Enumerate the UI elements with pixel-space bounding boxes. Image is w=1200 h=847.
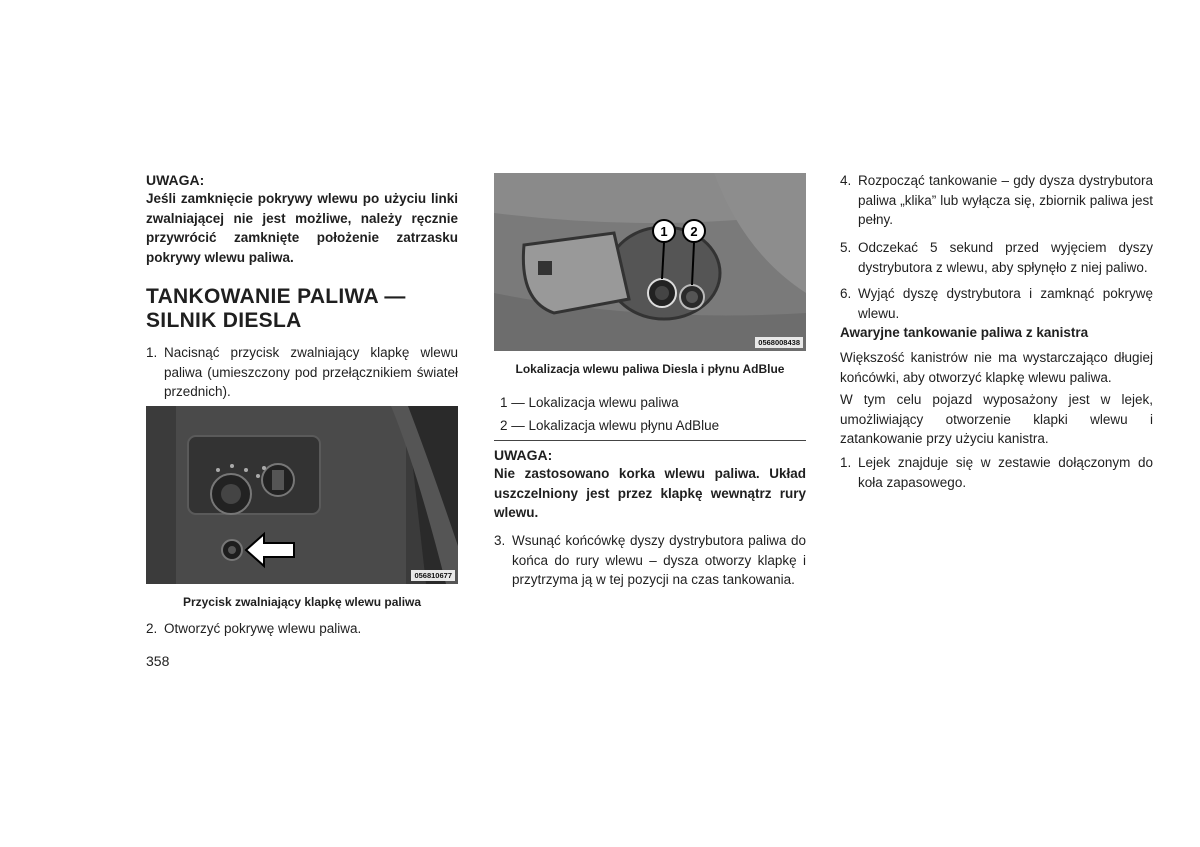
list-item <box>494 531 806 590</box>
figure-code: 056810677 <box>411 570 455 581</box>
list-item-number: 6. <box>840 286 852 301</box>
list-item <box>146 619 458 639</box>
list-item <box>840 453 1153 492</box>
section-heading-line1: TANKOWANIE PALIWA — <box>146 285 406 308</box>
callout-1: 1 <box>660 224 668 239</box>
list-item-number: 2. <box>146 621 158 636</box>
list-item-text: Rozpocząć tankowanie – gdy dysza dystrybutora paliwa „klika” lub wyłącza się, zbiornik paliwa jest pełny. <box>858 173 1153 227</box>
list-item-text: Wsunąć końcówkę dyszy dystrybutora paliwa do końca do rury wlewu – dysza otworzy klapkę i przytrzyma ją w tej pozycji na czas tankowania. <box>512 533 806 587</box>
legend-item-2: 2 — Lokalizacja wlewu płynu AdBlue <box>500 418 720 433</box>
list-item-text: Nacisnąć przycisk zwalniający klapkę wlewu paliwa (umieszczony pod przełącznikiem świateł przednich). <box>164 345 458 399</box>
filler-location-illustration <box>494 173 806 351</box>
note-text: Nie zastosowano korka wlewu paliwa. Układ uszczelniony jest przez klapkę wewnątrz rury wlewu. <box>494 466 806 520</box>
list-item-number: 1. <box>146 345 158 360</box>
section-heading-line2: SILNIK DIESLA <box>146 309 302 332</box>
list-item-text: Otworzyć pokrywę wlewu paliwa. <box>164 621 362 636</box>
list-item-number: 5. <box>840 240 852 255</box>
figure-caption: Lokalizacja wlewu paliwa Diesla i płynu AdBlue <box>515 362 785 376</box>
list-item <box>840 171 1153 230</box>
list-item <box>146 343 458 402</box>
fuel-door-release-illustration <box>146 406 458 584</box>
list-item-text: Wyjąć dyszę dystrybutora i zamknąć pokrywę wlewu. <box>858 286 1153 321</box>
paragraph: Większość kanistrów nie ma wystarczająco długiej końcówki, aby otworzyć klapkę wlewu paliwa. <box>840 350 1153 385</box>
section-heading <box>146 285 458 333</box>
list-item <box>840 284 1153 323</box>
filler-location-figure <box>494 173 806 351</box>
list-item-number: 1. <box>840 455 852 470</box>
list-item-text: Odczekać 5 sekund przed wyjęciem dyszy dystrybutora z wlewu, aby spłynęło z niej paliwo. <box>858 240 1153 275</box>
note-text: Jeśli zamknięcie pokrywy wlewu po użyciu linki zwalniającej nie jest możliwe, należy ręcznie przywrócić zamknięte położenie zatrzasku pokrywy wlewu paliwa. <box>146 191 458 265</box>
list-item-number: 3. <box>494 533 506 548</box>
figure-code: 0568008438 <box>755 337 803 348</box>
list-item-text: Lejek znajduje się w zestawie dołączonym do koła zapasowego. <box>858 455 1153 490</box>
list-item <box>840 238 1153 277</box>
figure-caption: Przycisk zwalniający klapkę wlewu paliwa <box>182 595 422 609</box>
callout-2: 2 <box>690 224 698 239</box>
fuel-door-release-figure <box>146 406 458 584</box>
list-item-number: 4. <box>840 173 852 188</box>
page-number: 358 <box>146 653 170 669</box>
paragraph: W tym celu pojazd wyposażony jest w lejek, umożliwiający otworzenie klapki wlewu i zatankowanie przy użyciu kanistra. <box>840 392 1153 446</box>
subheading: Awaryjne tankowanie paliwa z kanistra <box>840 325 1089 340</box>
divider <box>494 440 806 441</box>
legend-item-1: 1 — Lokalizacja wlewu paliwa <box>500 395 679 410</box>
note-title: UWAGA: <box>494 447 553 463</box>
note-title: UWAGA: <box>146 172 205 188</box>
